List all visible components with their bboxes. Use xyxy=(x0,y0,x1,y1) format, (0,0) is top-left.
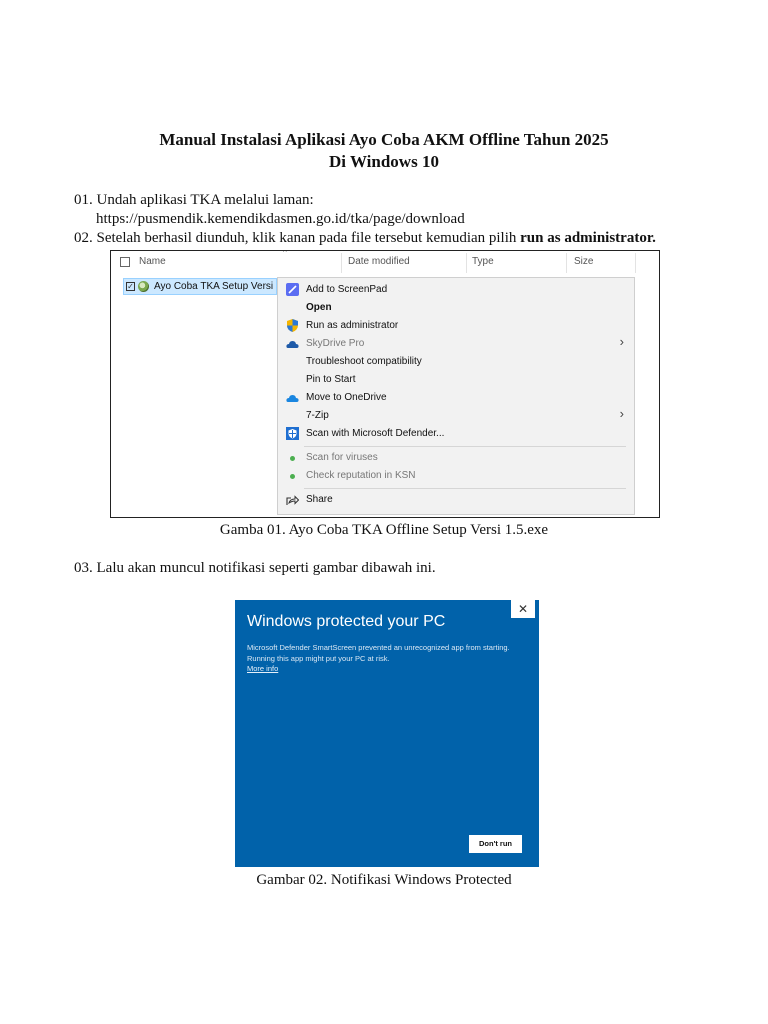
download-url: https://pusmendik.kemendikdasmen.go.id/tka/page/download xyxy=(96,211,465,227)
dialog-message: Microsoft Defender SmartScreen prevented an unrecognized app from starting. Running this app might put your PC at risk. xyxy=(247,643,510,663)
file-row[interactable] xyxy=(123,278,277,295)
more-info-link[interactable]: More info xyxy=(247,664,279,673)
share-icon xyxy=(286,493,299,506)
menu-item-open[interactable]: Open xyxy=(306,302,332,313)
step-2-plain: 02. Setelah berhasil diunduh, klik kanan pada file tersebut kemudian pilih xyxy=(74,230,521,246)
document-subtitle: Di Windows 10 xyxy=(329,152,439,171)
step-1-text: 01. Undah aplikasi TKA melalui laman: xyxy=(74,192,314,208)
menu-item-run-as-administrator[interactable]: Run as administrator xyxy=(306,320,399,331)
close-button[interactable]: ✕ xyxy=(511,600,535,618)
file-checkbox[interactable]: ✓ xyxy=(127,282,134,291)
onedrive-icon xyxy=(286,392,299,405)
menu-item-check-reputation-ksn[interactable]: Check reputation in KSN xyxy=(306,470,416,481)
app-icon xyxy=(138,281,149,292)
smartscreen-dialog xyxy=(235,600,539,867)
column-type[interactable]: Type xyxy=(472,256,494,267)
menu-item-scan-for-viruses[interactable]: Scan for viruses xyxy=(306,452,378,463)
defender-icon xyxy=(286,427,299,440)
document-title: Manual Instalasi Aplikasi Ayo Coba AKM Offline Tahun 2025 xyxy=(159,130,609,149)
column-header xyxy=(111,251,659,275)
shield-icon xyxy=(286,319,299,332)
dont-run-button[interactable]: Don't run xyxy=(469,835,522,853)
menu-item-add-to-screenpad[interactable]: Add to ScreenPad xyxy=(306,284,388,295)
menu-item-7-zip[interactable]: 7-Zip xyxy=(306,410,329,421)
kaspersky-dot-icon xyxy=(290,474,295,479)
file-name: Ayo Coba TKA Setup Versi xyxy=(154,281,274,292)
menu-item-scan-with-defender[interactable]: Scan with Microsoft Defender... xyxy=(306,428,445,439)
cloud-icon xyxy=(286,338,299,351)
step-2-text xyxy=(74,230,656,247)
chevron-right-icon: › xyxy=(619,406,624,421)
step-2-bold: run as administrator. xyxy=(520,230,656,246)
menu-item-move-to-onedrive[interactable]: Move to OneDrive xyxy=(306,392,387,403)
figure-2-caption: Gambar 02. Notifikasi Windows Protected xyxy=(256,872,512,888)
figure-1-caption: Gamba 01. Ayo Coba TKA Offline Setup Versi 1.5.exe xyxy=(219,522,549,538)
menu-item-troubleshoot-compatibility[interactable]: Troubleshoot compatibility xyxy=(306,356,422,367)
select-all-checkbox[interactable] xyxy=(120,257,130,267)
kaspersky-dot-icon xyxy=(290,456,295,461)
column-date-modified[interactable]: Date modified xyxy=(348,256,410,267)
sort-caret-icon: ^ xyxy=(283,250,287,257)
dialog-title: Windows protected your PC xyxy=(247,613,446,630)
column-name[interactable]: Name xyxy=(139,256,166,267)
menu-item-pin-to-start[interactable]: Pin to Start xyxy=(306,374,356,385)
menu-item-skydrive-pro[interactable]: SkyDrive Pro xyxy=(306,338,365,349)
chevron-right-icon: › xyxy=(619,334,624,349)
context-menu xyxy=(277,277,635,515)
explorer-screenshot xyxy=(110,250,660,518)
screenpad-icon xyxy=(286,283,299,296)
step-3-text: 03. Lalu akan muncul notifikasi seperti gambar dibawah ini. xyxy=(74,560,436,576)
menu-item-share[interactable]: Share xyxy=(306,494,333,505)
column-size[interactable]: Size xyxy=(574,256,594,267)
